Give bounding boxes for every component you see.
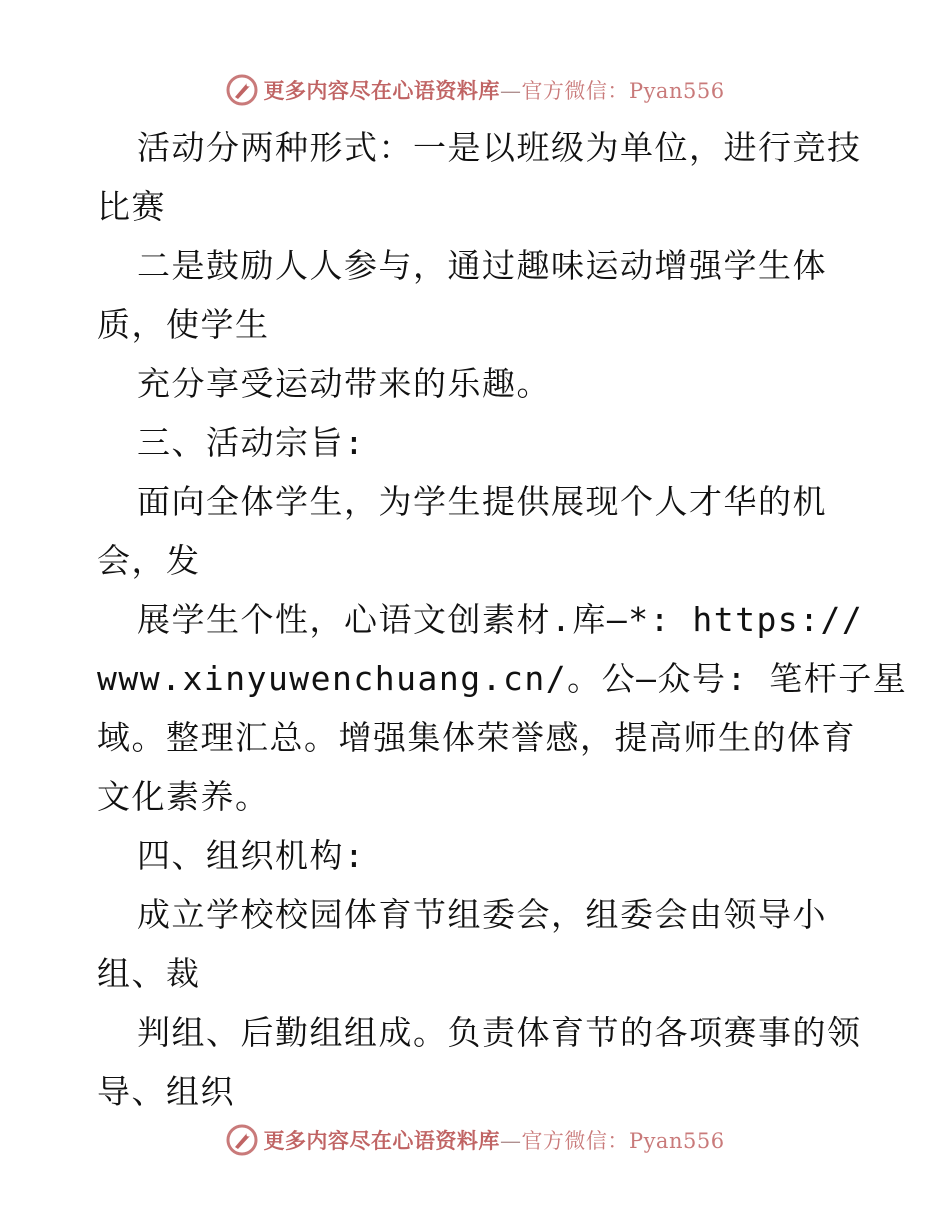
header-dash: — <box>499 79 522 103</box>
body-line: 会，发 <box>97 541 201 580</box>
header-watermark <box>0 70 950 110</box>
footer-brand: 更多内容尽在心语资料库 <box>263 1128 500 1153</box>
header-wechat-id: Pyan556 <box>628 79 725 103</box>
body-line: 二是鼓励人人参与，通过趣味运动增强学生体 <box>137 246 827 285</box>
section-heading: 四、组织机构: <box>137 836 366 875</box>
footer-watermark <box>0 1120 950 1160</box>
pen-nib-logo-icon <box>225 73 259 107</box>
footer-dash: — <box>499 1129 522 1153</box>
header-brand: 更多内容尽在心语资料库 <box>263 78 500 103</box>
body-line: 组、裁 <box>97 954 201 993</box>
body-line: www.xinyuwenchuang.cn/。公—众号: 笔杆子星 <box>97 659 908 698</box>
body-line: 活动分两种形式：一是以班级为单位，进行竞技 <box>137 128 862 167</box>
pen-nib-logo-icon <box>225 1123 259 1157</box>
body-line: 充分享受运动带来的乐趣。 <box>137 364 551 403</box>
body-line: 判组、后勤组组成。负责体育节的各项赛事的领 <box>137 1013 862 1052</box>
document-body <box>97 118 908 1121</box>
body-line: 成立学校校园体育节组委会，组委会由领导小 <box>137 895 827 934</box>
body-line: 导、组织 <box>97 1072 235 1111</box>
body-line: 面向全体学生，为学生提供展现个人才华的机 <box>137 482 827 521</box>
body-line: 比赛 <box>97 187 166 226</box>
footer-wechat-id: Pyan556 <box>628 1129 725 1153</box>
header-wechat-label: 官方微信： <box>521 79 629 103</box>
body-line: 展学生个性，心语文创素材.库—*: https:// <box>137 600 864 639</box>
section-heading: 三、活动宗旨: <box>137 423 366 462</box>
body-line: 质，使学生 <box>97 305 270 344</box>
body-line: 域。整理汇总。增强集体荣誉感，提高师生的体育 <box>97 718 856 757</box>
body-line: 文化素养。 <box>97 777 270 816</box>
footer-wechat-label: 官方微信： <box>521 1129 629 1153</box>
